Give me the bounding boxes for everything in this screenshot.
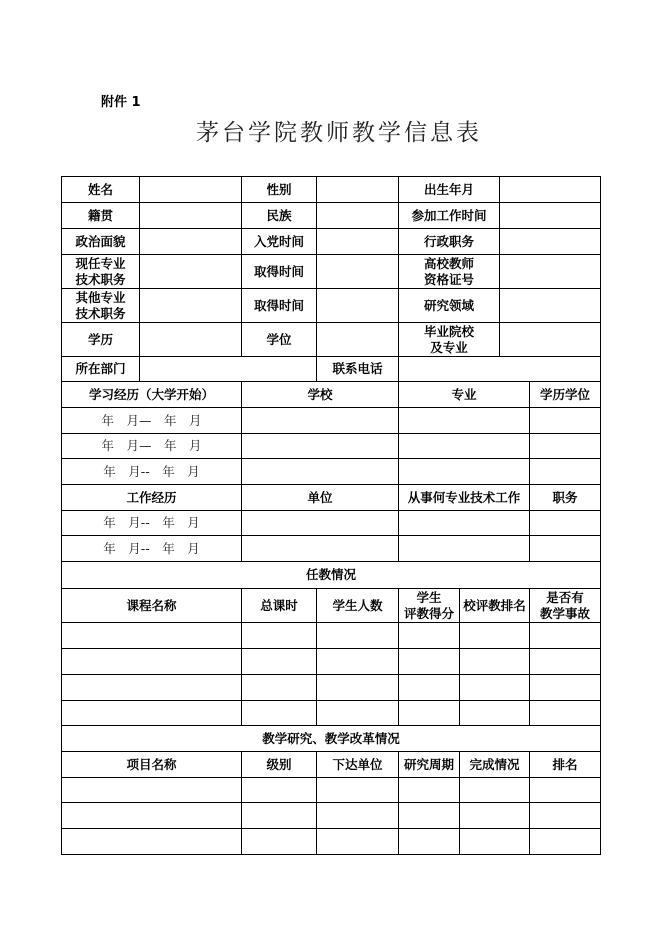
study-cell[interactable] bbox=[241, 433, 399, 459]
study-header-3: 学历学位 bbox=[529, 381, 601, 408]
teaching-header-5: 是否有 教学事故 bbox=[529, 588, 601, 623]
label-education: 学历 bbox=[61, 322, 140, 357]
work-cell[interactable] bbox=[398, 535, 530, 562]
teaching-cell[interactable] bbox=[529, 622, 601, 649]
work-cell[interactable] bbox=[398, 510, 530, 536]
research-cell[interactable] bbox=[529, 802, 601, 829]
political-field[interactable] bbox=[139, 228, 242, 255]
research-cell[interactable] bbox=[398, 828, 460, 855]
label-department: 所在部门 bbox=[61, 356, 140, 382]
native_place-field[interactable] bbox=[139, 202, 242, 229]
label-name: 姓名 bbox=[61, 176, 140, 203]
research-cell[interactable] bbox=[241, 777, 317, 803]
obtain_time-field[interactable] bbox=[316, 254, 399, 289]
teaching-section-title: 任教情况 bbox=[61, 561, 601, 589]
work-cell[interactable] bbox=[241, 535, 399, 562]
work-header-2: 从事何专业技术工作 bbox=[398, 484, 530, 511]
teaching-header-3: 学生 评教得分 bbox=[398, 588, 460, 623]
research-header-4: 完成情况 bbox=[459, 751, 530, 778]
research-section-title: 教学研究、教学改革情况 bbox=[61, 725, 601, 752]
teacher_cert-field[interactable] bbox=[499, 254, 601, 289]
label-native_place: 籍贯 bbox=[61, 202, 140, 229]
study-cell[interactable] bbox=[398, 407, 530, 434]
teaching-cell[interactable] bbox=[459, 700, 530, 726]
current_title-field[interactable] bbox=[139, 254, 242, 289]
teaching-cell[interactable] bbox=[241, 700, 317, 726]
label-degree: 学位 bbox=[241, 322, 317, 357]
teaching-cell[interactable] bbox=[241, 622, 317, 649]
teaching-cell[interactable] bbox=[316, 674, 399, 701]
study-cell[interactable] bbox=[241, 407, 399, 434]
label-teacher_cert: 高校教师 资格证号 bbox=[398, 254, 500, 289]
teaching-cell[interactable] bbox=[459, 622, 530, 649]
label-political: 政治面貌 bbox=[61, 228, 140, 255]
label-other_title: 其他专业 技术职务 bbox=[61, 288, 140, 323]
study-header-1: 学校 bbox=[241, 381, 399, 408]
label-research_field: 研究领域 bbox=[398, 288, 500, 323]
teaching-cell[interactable] bbox=[61, 648, 242, 675]
label-current_title: 现任专业 技术职务 bbox=[61, 254, 140, 289]
teaching-cell[interactable] bbox=[398, 674, 460, 701]
research-cell[interactable] bbox=[398, 802, 460, 829]
teaching-cell[interactable] bbox=[61, 622, 242, 649]
teaching-cell[interactable] bbox=[398, 622, 460, 649]
birth-field[interactable] bbox=[499, 176, 601, 203]
study-cell[interactable] bbox=[241, 458, 399, 485]
grad_school-field[interactable] bbox=[499, 322, 601, 357]
research-cell[interactable] bbox=[529, 777, 601, 803]
label-ethnicity: 民族 bbox=[241, 202, 317, 229]
research-cell[interactable] bbox=[459, 777, 530, 803]
work-header-0: 工作经历 bbox=[61, 484, 242, 511]
teaching-cell[interactable] bbox=[529, 674, 601, 701]
study-cell[interactable] bbox=[529, 458, 601, 485]
teaching-cell[interactable] bbox=[398, 700, 460, 726]
teaching-cell[interactable] bbox=[459, 648, 530, 675]
work-cell[interactable] bbox=[529, 535, 601, 562]
label-work_start: 参加工作时间 bbox=[398, 202, 500, 229]
work_start-field[interactable] bbox=[499, 202, 601, 229]
study-cell[interactable] bbox=[529, 407, 601, 434]
teaching-header-2: 学生人数 bbox=[316, 588, 399, 623]
research-cell[interactable] bbox=[529, 828, 601, 855]
research-header-3: 研究周期 bbox=[398, 751, 460, 778]
research-header-0: 项目名称 bbox=[61, 751, 242, 778]
label-gender: 性别 bbox=[241, 176, 317, 203]
department-field[interactable] bbox=[139, 356, 317, 382]
gender-field[interactable] bbox=[316, 176, 399, 203]
work-cell[interactable] bbox=[241, 510, 399, 536]
research-cell[interactable] bbox=[241, 802, 317, 829]
teaching-cell[interactable] bbox=[398, 648, 460, 675]
label-party_join: 入党时间 bbox=[241, 228, 317, 255]
study-cell[interactable] bbox=[398, 458, 530, 485]
phone-field[interactable] bbox=[398, 356, 601, 382]
study-cell[interactable] bbox=[529, 433, 601, 459]
research-cell[interactable] bbox=[241, 828, 317, 855]
research-cell[interactable] bbox=[61, 828, 242, 855]
research-cell[interactable] bbox=[459, 802, 530, 829]
work-header-3: 职务 bbox=[529, 484, 601, 511]
research_field-field[interactable] bbox=[499, 288, 601, 323]
teaching-cell[interactable] bbox=[529, 700, 601, 726]
label-obtain_time: 取得时间 bbox=[241, 254, 317, 289]
education-field[interactable] bbox=[139, 322, 242, 357]
research-header-5: 排名 bbox=[529, 751, 601, 778]
research-cell[interactable] bbox=[316, 828, 399, 855]
attachment-label: 附件 1 bbox=[101, 95, 141, 110]
research-cell[interactable] bbox=[61, 802, 242, 829]
teaching-cell[interactable] bbox=[459, 674, 530, 701]
page-title: 茅台学院教师教学信息表 bbox=[196, 120, 482, 146]
work-cell[interactable] bbox=[529, 510, 601, 536]
work-period-0: 年 月-- 年 月 bbox=[61, 510, 242, 536]
obtain_time2-field[interactable] bbox=[316, 288, 399, 323]
research-cell[interactable] bbox=[316, 802, 399, 829]
research-header-1: 级别 bbox=[241, 751, 317, 778]
teaching-cell[interactable] bbox=[241, 648, 317, 675]
teaching-cell[interactable] bbox=[316, 648, 399, 675]
study-header-0: 学习经历（大学开始） bbox=[61, 381, 242, 408]
degree-field[interactable] bbox=[316, 322, 399, 357]
research-cell[interactable] bbox=[398, 777, 460, 803]
study-period-2: 年 月-- 年 月 bbox=[61, 458, 242, 485]
research-cell[interactable] bbox=[316, 777, 399, 803]
teaching-cell[interactable] bbox=[241, 674, 317, 701]
research-cell[interactable] bbox=[459, 828, 530, 855]
work-period-1: 年 月-- 年 月 bbox=[61, 535, 242, 562]
label-admin_post: 行政职务 bbox=[398, 228, 500, 255]
study-period-1: 年 月— 年 月 bbox=[61, 433, 242, 459]
research-cell[interactable] bbox=[61, 777, 242, 803]
label-phone: 联系电话 bbox=[316, 356, 399, 382]
teaching-cell[interactable] bbox=[61, 674, 242, 701]
ethnicity-field[interactable] bbox=[316, 202, 399, 229]
teaching-cell[interactable] bbox=[61, 700, 242, 726]
teaching-cell[interactable] bbox=[316, 622, 399, 649]
study-header-2: 专业 bbox=[398, 381, 530, 408]
label-birth: 出生年月 bbox=[398, 176, 500, 203]
study-cell[interactable] bbox=[398, 433, 530, 459]
research-header-2: 下达单位 bbox=[316, 751, 399, 778]
label-grad_school: 毕业院校 及专业 bbox=[398, 322, 500, 357]
other_title-field[interactable] bbox=[139, 288, 242, 323]
name-field[interactable] bbox=[139, 176, 242, 203]
label-obtain_time2: 取得时间 bbox=[241, 288, 317, 323]
admin_post-field[interactable] bbox=[499, 228, 601, 255]
teaching-cell[interactable] bbox=[316, 700, 399, 726]
party_join-field[interactable] bbox=[316, 228, 399, 255]
work-header-1: 单位 bbox=[241, 484, 399, 511]
study-period-0: 年 月— 年 月 bbox=[61, 407, 242, 434]
teaching-header-1: 总课时 bbox=[241, 588, 317, 623]
teaching-header-4: 校评教排名 bbox=[459, 588, 530, 623]
teaching-cell[interactable] bbox=[529, 648, 601, 675]
teaching-header-0: 课程名称 bbox=[61, 588, 242, 623]
